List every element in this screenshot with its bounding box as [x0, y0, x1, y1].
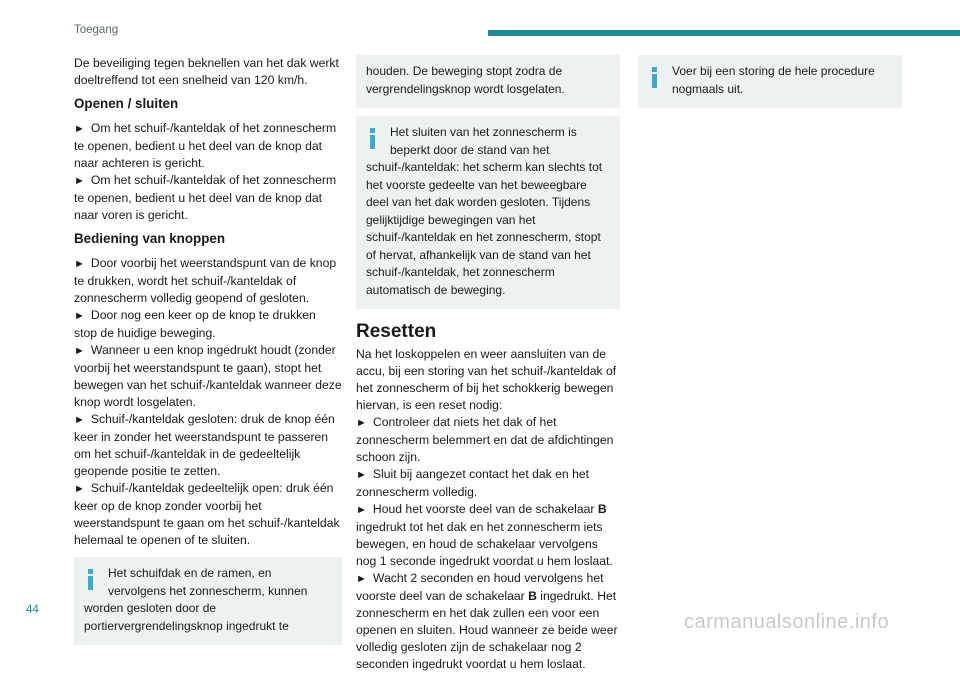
list-item: ► Controleer dat niets het dak of het zonnescherm belemmert en dat de afdichtingen schoon zijn.	[356, 415, 614, 464]
switch-key-b: B	[597, 502, 607, 516]
column-2	[356, 55, 620, 679]
section-title: Toegang	[74, 24, 119, 36]
list-item: ► Om het schuif-/kanteldak of het zonnescherm te openen, bedient u het deel van de knop dat naar voren is gericht.	[74, 173, 337, 222]
page-number: 44	[26, 604, 39, 616]
info-box: Voer bij een storing de hele procedure nogmaals uit.	[638, 55, 902, 108]
bullet-arrow-icon: ►	[74, 310, 85, 322]
column-3	[638, 55, 902, 116]
list-item: ► Wanneer u een knop ingedrukt houdt (zonder voorbij het weerstandspunt te gaan), stopt het bewegen van het schuif-/kanteldak wanneer deze knop wordt losgelaten.	[74, 343, 342, 409]
column-1	[74, 55, 342, 653]
open-instructions	[74, 120, 342, 224]
button-instructions	[74, 255, 342, 549]
list-item: ► Houd het voorste deel van de schakelaar B ingedrukt tot het dak en het zonnescherm iets bewegen, en houd de schakelaar vervolgens nog 1 seconde ingedrukt voordat u hem loslaat.	[356, 502, 613, 568]
bullet-arrow-icon: ►	[356, 573, 367, 585]
bullet-arrow-icon: ►	[74, 414, 85, 426]
list-item: ► Om het schuif-/kanteldak of het zonnescherm te openen, bedient u het deel van de knop dat naar achteren is gericht.	[74, 121, 337, 170]
bullet-arrow-icon: ►	[356, 417, 367, 429]
bullet-arrow-icon: ►	[74, 123, 85, 135]
heading-reset: Resetten	[356, 321, 437, 342]
bullet-arrow-icon: ►	[74, 258, 85, 270]
watermark: carmanualsonline.info	[684, 611, 890, 633]
reset-intro: Na het loskoppelen en weer aansluiten van de accu, bij een storing van het schuif-/kanteldak of het zonnescherm of bij het schokkerig bewegen hiervan, is een reset nodig:	[356, 347, 617, 412]
bullet-arrow-icon: ►	[356, 469, 367, 481]
reset-steps	[356, 414, 620, 673]
bullet-arrow-icon: ►	[74, 483, 85, 495]
info-icon	[648, 67, 662, 89]
info-box-continued: houden. De beweging stopt zodra de vergrendelingsknop wordt losgelaten.	[356, 55, 620, 108]
intro-paragraph: De beveiliging tegen beknellen van het dak werkt doeltreffend tot een snelheid van 120 km/h.	[74, 56, 339, 87]
heading-open-close: Openen / sluiten	[74, 96, 179, 111]
info-icon	[366, 128, 380, 150]
list-item: ► Wacht 2 seconden en houd vervolgens het voorste deel van de schakelaar B ingedrukt. Het zonnescherm en het dak zullen een voor een openen en sluiten. Houd wanneer ze beide weer volledig gesloten zijn de schakelaar nog 2 seconden ingedrukt voordat u hem loslaat.	[356, 571, 618, 671]
list-item: ► Sluit bij aangezet contact het dak en het zonnescherm volledig.	[356, 467, 590, 499]
list-item: ► Door voorbij het weerstandspunt van de knop te drukken, wordt het schuif-/kanteldak of zonnescherm volledig geopend of gesloten.	[74, 256, 337, 305]
bullet-arrow-icon: ►	[74, 345, 85, 357]
list-item: ► Door nog een keer op de knop te drukken stop de huidige beweging.	[74, 308, 316, 340]
info-box: Het schuifdak en de ramen, en vervolgens het zonnescherm, kunnen worden gesloten door de portiervergrendelingsknop ingedrukt te	[74, 557, 342, 645]
bullet-arrow-icon: ►	[74, 175, 85, 187]
heading-button-operation: Bediening van knoppen	[74, 231, 226, 246]
info-icon	[84, 569, 98, 591]
bullet-arrow-icon: ►	[356, 504, 367, 516]
list-item: ► Schuif-/kanteldak gedeeltelijk open: druk één keer op de knop zonder voorbij het weerstandspunt te gaan om het schuif-/kanteldak helemaal te openen of te sluiten.	[74, 481, 340, 547]
info-box: Het sluiten van het zonnescherm is beperkt door de stand van het schuif-/kanteldak: het scherm kan slechts tot het voorste gedeelte van het beweegbare deel van het dak worden gesloten. Tijdens gelijktijdige bewegingen van het schuif-/kanteldak en het zonnescherm, stopt of hervat, afhankelijk van de stand van het schuif-/kanteldak, het zonnescherm automatisch de beweging.	[356, 116, 620, 309]
header-accent-bar	[488, 30, 960, 36]
switch-key-b: B	[528, 589, 537, 603]
list-item: ► Schuif-/kanteldak gesloten: druk de knop één keer in zonder het weerstandspunt te passeren om het schuif-/kanteldak in de gedeeltelijk geopende positie te zetten.	[74, 412, 335, 478]
